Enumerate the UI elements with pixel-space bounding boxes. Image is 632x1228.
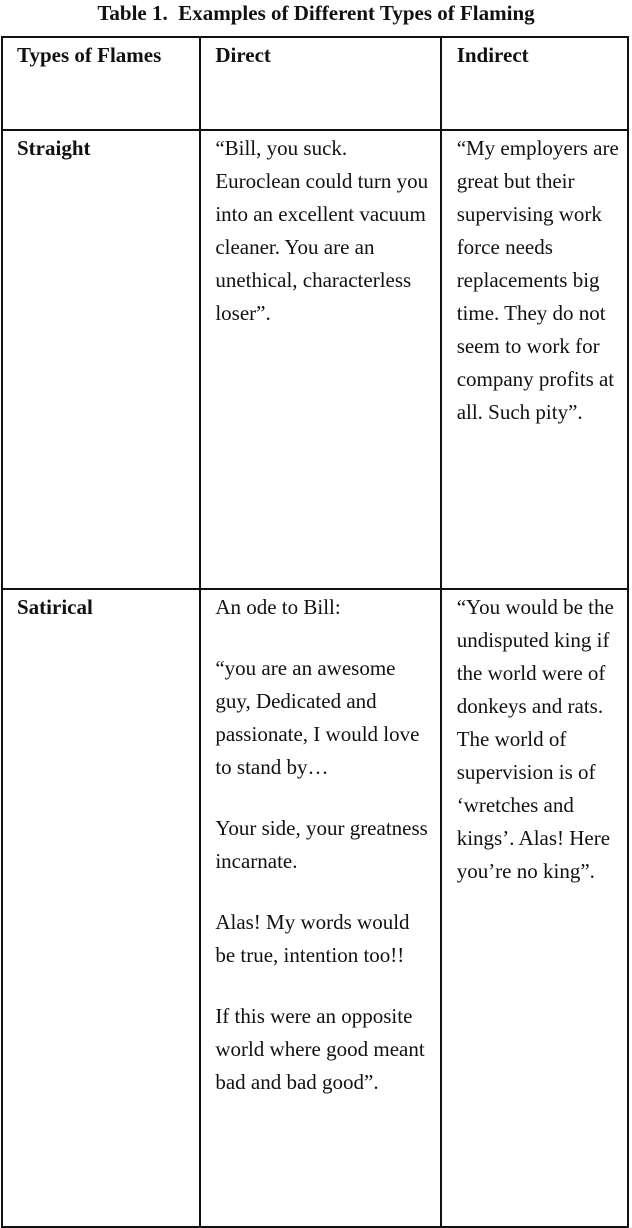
direct-example-satirical-stanza-4: If this were an opposite world where good meant bad and bad good”. [215,1004,425,1094]
table-row-satirical [2,589,628,1227]
header-direct-label: Direct [215,43,271,67]
header-indirect-label: Indirect [456,43,529,67]
row-label-cell [2,130,200,589]
flaming-types-table [1,36,629,1228]
direct-example-satirical-stanza-2: Your side, your greatness incarnate. [215,816,428,873]
direct-example-cell [200,130,440,589]
indirect-example-satirical: “You would be the undisputed king if the world were of donkeys and rats. The world of supervision is of ‘wretches and kings’. Alas! Here you’re no king”. [456,595,614,883]
table-header-row [2,37,628,130]
direct-example-satirical-intro: An ode to Bill: [215,595,341,619]
header-types-label: Types of Flames [17,43,162,67]
direct-example-straight: “Bill, you suck. Euroclean could turn you into an excellent vacuum cleaner. You are an unethical, characterless loser”. [215,136,429,325]
header-cell-types [2,37,200,130]
row-label-cell [2,589,200,1227]
indirect-example-cell [441,130,628,589]
indirect-example-straight: “My employers are great but their supervising work force needs replacements big time. They do not seem to work for company profits at all. Such pity”. [456,136,619,424]
table-row-straight [2,130,628,589]
row-label-straight: Straight [17,136,91,160]
row-label-satirical: Satirical [17,595,93,619]
direct-example-satirical-stanza-1: “you are an awesome guy, Dedicated and passionate, I would love to stand by… [215,656,420,779]
direct-example-cell [200,589,440,1227]
header-cell-indirect [441,37,628,130]
direct-example-satirical-stanza-3: Alas! My words would be true, intention too!! [215,910,410,967]
header-cell-direct [200,37,440,130]
table-caption: Table 1. Examples of Different Types of Flaming [97,1,535,25]
indirect-example-cell [441,589,628,1227]
